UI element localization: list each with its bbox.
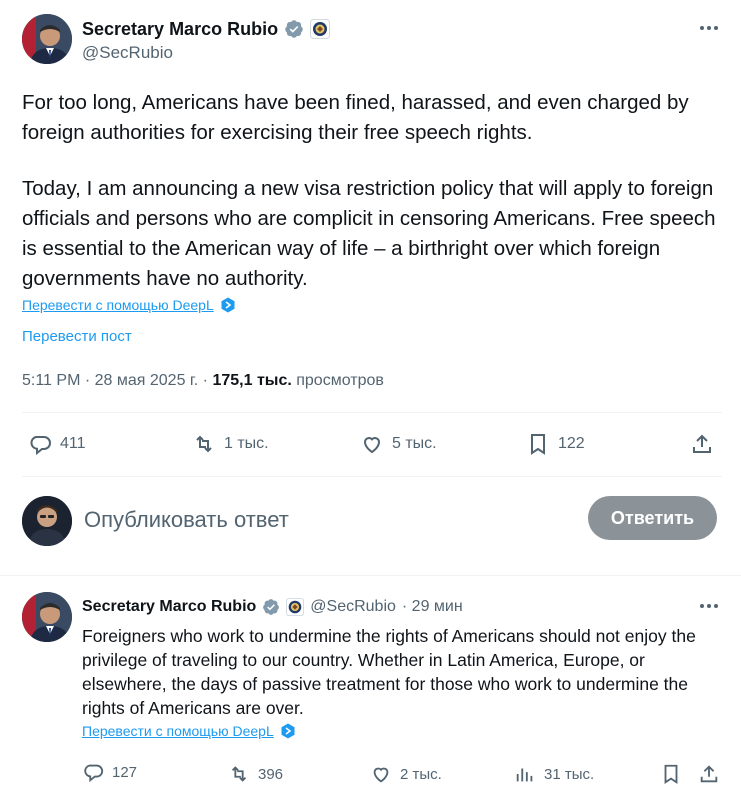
reply-avatar-image [22,592,72,642]
more-options-icon[interactable] [696,18,722,38]
reply-repost-count: 396 [258,765,284,783]
reply-icon [28,432,52,456]
translate-deepl-link[interactable]: Перевести с помощью DeepL [22,297,214,313]
reply-bookmark-icon [660,763,682,785]
reply-reply-count: 127 [112,763,138,781]
current-user-avatar[interactable] [22,496,72,546]
views-label: просмотров [291,372,384,389]
reply-translate-deepl-link[interactable]: Перевести с помощью DeepL [82,723,274,739]
reply-share-icon [698,763,720,785]
reply-author-name[interactable]: Secretary Marco Rubio [82,598,257,615]
reply-views-action[interactable] [514,763,594,785]
divider-before-reply [0,575,741,576]
translate-post-link[interactable]: Перевести пост [22,328,132,345]
views-count: 175,1 тыс. [212,372,292,389]
verified-gray-badge-icon[interactable] [284,19,304,39]
deepl-icon [220,297,236,313]
reply-count: 411 [60,435,86,452]
reply-verified-gray-badge-icon[interactable] [262,598,280,616]
reply-header-row [82,596,463,618]
reply-more-options-icon[interactable] [696,596,722,616]
post-text-paragraph-1: For too long, Americans have been fined, harassed, and even charged by foreign authorities for exercising their free speech rights. [22,91,689,144]
reply-heart-icon [370,763,392,785]
post-timestamp[interactable]: 5:11 PM · 28 мая 2025 г. · [22,372,213,389]
reply-author-avatar[interactable] [22,592,72,642]
reply-text: Foreigners who work to undermine the rights of Americans should not enjoy the privilege of traveling to our country. Whether in Latin America, Europe, or elsewhere, the days of passive treatment for those who work to undermine the rights of Americans are over. [82,626,696,718]
heart-icon [360,432,384,456]
reply-share-action[interactable] [698,763,720,785]
avatar-image [22,14,72,64]
post-meta [22,372,384,390]
bookmark-count: 122 [558,435,585,452]
reply-submit-button[interactable]: Ответить [588,496,717,540]
reply-repost-action[interactable] [228,763,283,785]
reply-like-action[interactable] [370,763,442,785]
state-department-seal-icon[interactable] [310,19,330,39]
divider-under-actions [22,476,722,477]
author-avatar[interactable] [22,14,72,64]
views-chart-icon [514,763,536,785]
reply-repost-icon [228,763,250,785]
reply-author-handle[interactable]: @SecRubio [310,598,396,615]
reply-reply-action[interactable] [82,761,137,783]
translate-deepl-row [22,297,236,313]
author-name-row [82,17,330,41]
reply-time[interactable]: · 29 мин [401,598,463,615]
reply-input[interactable]: Опубликовать ответ [84,507,289,532]
repost-icon [192,432,216,456]
reply-action[interactable] [28,432,86,456]
repost-action[interactable] [192,432,269,456]
reply-translate-deepl-row [82,723,296,739]
author-name[interactable]: Secretary Marco Rubio [82,18,279,39]
reply-like-count: 2 тыс. [400,765,442,783]
repost-count: 1 тыс. [224,435,269,452]
post-text-paragraph-2: Today, I am announcing a new visa restriction policy that will apply to foreign officials and persons who are complicit in censoring Americans. Free speech is essential to the American way of life – a birthright over which foreign governments have no authority. [22,177,716,290]
reply-deepl-icon [280,723,296,739]
author-handle[interactable]: @SecRubio [82,43,173,62]
bookmark-action[interactable] [526,432,585,456]
like-action[interactable] [360,432,437,456]
reply-reply-icon [82,761,104,783]
share-icon [690,432,714,456]
bookmark-icon [526,432,550,456]
reply-views-count: 31 тыс. [544,765,595,783]
divider-top-stats [22,412,722,413]
reply-state-department-seal-icon[interactable] [286,598,304,616]
like-count: 5 тыс. [392,435,437,452]
reply-bookmark-action[interactable] [660,763,682,785]
share-action[interactable] [690,432,714,456]
current-user-avatar-image [22,496,72,546]
